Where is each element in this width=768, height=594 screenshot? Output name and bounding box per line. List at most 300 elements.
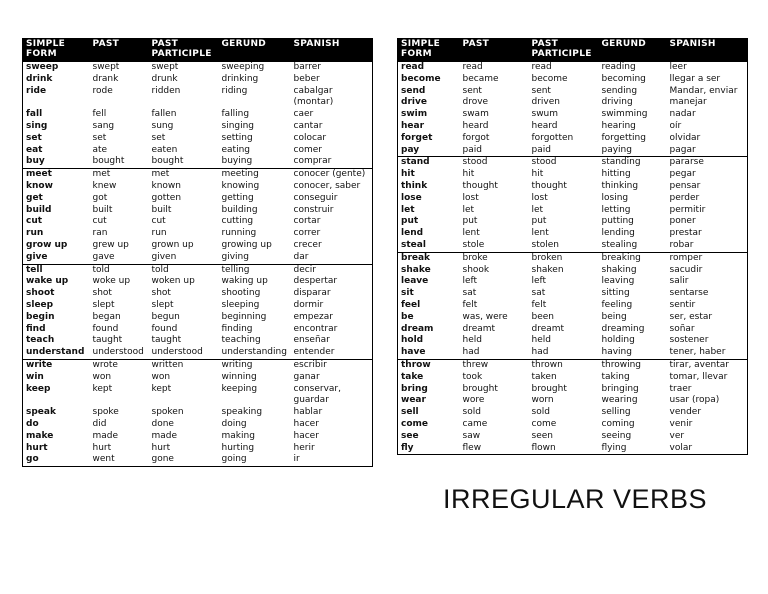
cell-past: wrote [90,359,149,371]
cell-past-participle: built [151,204,172,215]
cell-past: felt [462,299,478,310]
cell-gerund: bringing [601,383,639,394]
cell-gerund: winning [221,371,257,382]
cell-spanish: vender [669,407,702,418]
cell-simple-form: break [398,252,460,264]
cell-gerund: drinking [221,73,259,84]
cell-spanish: hablar [293,407,323,418]
cell-spanish: sostener [669,335,709,346]
cell-past: set [92,132,107,143]
cell-past: had [462,347,480,358]
cell-simple-form: see [401,430,419,441]
cell-simple-form: hear [401,120,425,131]
cell-gerund: leaving [601,276,635,287]
cell-spanish: construir [293,204,334,215]
table-row [23,205,373,217]
table-row [23,419,373,431]
cell-gerund: telling [219,264,291,276]
cell-spanish: venir [669,418,693,429]
cell-past-participle: fallen [151,109,177,120]
table-row [398,372,748,384]
cell-past-participle: sat [531,288,546,299]
cell-spanish: ser, estar [669,311,713,322]
cell-gerund: teaching [221,335,261,346]
cell-gerund: writing [219,359,291,371]
cell-simple-form: shoot [26,288,55,299]
cell-spanish: pegar [669,169,696,180]
cell-past: taught [92,335,123,346]
cell-past-participle: become [531,73,568,84]
cell-simple-form: meet [23,169,90,181]
cell-past: did [92,418,107,429]
cell-past: understood [92,347,144,358]
cell-simple-form: understand [26,347,85,358]
cell-past-participle: given [151,251,177,262]
cell-past: spoke [92,407,119,418]
page-title: IRREGULAR VERBS [443,484,708,514]
table-row [23,216,373,228]
cell-gerund: having [601,347,632,358]
cell-spanish: enseñar [293,335,330,346]
cell-simple-form: teach [26,335,55,346]
cell-simple-form: be [401,311,414,322]
cell-past: took [462,371,483,382]
cell-simple-form: put [401,216,419,227]
cell-past: made [92,430,119,441]
table-row [398,74,748,86]
cell-simple-form: go [26,454,39,465]
cell-simple-form: let [401,204,415,215]
cell-past-participle: understood [151,347,203,358]
table-row [398,240,748,252]
cell-gerund: falling [221,109,250,120]
cell-spanish: hacer [293,418,319,429]
cell-spanish: entender [293,347,335,358]
cell-gerund: sweeping [221,62,265,72]
cell-past-participle: seen [531,430,553,441]
cell-past-participle: told [149,264,219,276]
table-row [23,133,373,145]
cell-past: became [462,73,499,84]
cell-past-participle: dreamt [531,323,565,334]
cell-spanish: ir [293,454,300,465]
table-row [23,288,373,300]
cell-gerund: singing [221,120,255,131]
cell-spanish: usar (ropa) [669,395,720,406]
cell-simple-form: begin [26,311,55,322]
cell-past-participle: paid [531,144,551,155]
cell-past: wore [462,395,485,406]
cell-past-participle: done [151,418,174,429]
cell-gerund: buying [221,156,253,167]
cell-past-participle: swum [531,109,559,120]
cell-past: brought [462,383,498,394]
cell-past: broke [460,252,529,264]
header-gerund: GERUND [599,38,667,62]
cell-past: heard [462,120,489,131]
table-row [398,109,748,121]
cell-past: got [92,192,108,203]
cell-gerund: cutting [221,216,254,227]
cell-simple-form: come [401,418,428,429]
table-header-row [398,38,748,62]
cell-gerund: thinking [601,180,639,191]
cell-past: shook [462,264,490,275]
cell-spanish: robar [669,239,694,250]
cell-spanish: manejar [669,97,707,108]
table-row [23,324,373,336]
cell-gerund: lending [601,228,635,239]
cell-simple-form: give [26,251,48,262]
cell-gerund: sending [601,85,638,96]
cell-simple-form: know [26,180,53,191]
table-row [23,169,373,181]
cell-simple-form: bring [401,383,428,394]
cell-spanish: pararse [667,157,748,169]
cell-gerund: keeping [221,383,258,394]
cell-simple-form: eat [26,144,43,155]
cell-past-participle: bought [151,156,184,167]
cell-past-participle: sent [531,85,551,96]
cell-spanish: correr [293,228,321,239]
cell-spanish: conocer (gente) [291,169,373,181]
cell-past-participle: spoken [151,407,184,418]
cell-gerund: being [601,311,627,322]
table-row [398,300,748,312]
header-past: PAST [460,38,529,62]
cell-past-participle: lost [531,192,548,203]
cell-past-participle: found [151,323,178,334]
table-row [398,419,748,431]
cell-gerund: riding [221,85,248,96]
table-header-row [23,38,373,62]
cell-simple-form: drive [401,97,427,108]
cell-simple-form: lend [401,228,424,239]
cell-past: read [462,62,483,72]
table-row [398,133,748,145]
cell-spanish: empezar [293,311,333,322]
cell-past: saw [462,430,481,441]
cell-spanish: barrer [293,62,322,72]
cell-gerund: eating [221,144,250,155]
cell-spanish: sentir [669,299,696,310]
cell-gerund: hitting [601,169,631,180]
cell-past-participle: held [531,335,551,346]
cell-past-participle: heard [531,120,558,131]
table-row [398,145,748,157]
cell-spanish: soñar [669,323,695,334]
cell-past-participle: ridden [151,85,181,96]
cell-gerund: hearing [601,120,636,131]
cell-past: lent [462,228,480,239]
cell-past-participle: gotten [151,192,182,203]
header-past: PAST [90,38,149,62]
cell-past: sat [462,288,477,299]
header-gerund: GERUND [219,38,291,62]
cell-past-participle: had [531,347,549,358]
cell-past: swam [462,109,489,120]
cell-simple-form: become [401,73,441,84]
cell-past-participle: flown [531,442,556,453]
cell-simple-form: pay [401,144,420,155]
table-row [23,372,373,384]
cell-gerund: beginning [221,311,267,322]
cell-past-participle: hit [531,169,544,180]
cell-past-participle: thought [531,180,567,191]
cell-past: drank [92,73,119,84]
cell-past: built [92,204,113,215]
cell-past: paid [462,144,482,155]
cell-gerund: understanding [221,347,287,358]
cell-past-participle: taught [151,335,182,346]
cell-past: found [92,323,119,334]
table-row [23,443,373,455]
cell-past-participle: hurt [151,442,171,453]
cell-simple-form: speak [26,407,56,418]
cell-simple-form: find [26,323,46,334]
cell-simple-form: dream [401,323,434,334]
cell-simple-form: wake up [26,276,69,287]
cell-spanish: comer [293,144,322,155]
cell-gerund: building [221,204,258,215]
cell-past: sent [462,85,482,96]
cell-past: sold [462,407,481,418]
table-row [23,264,373,276]
cell-simple-form: sell [401,407,419,418]
cell-simple-form: make [26,430,54,441]
table-row [398,265,748,277]
cell-spanish: beber [293,73,320,84]
table-row [398,216,748,228]
cell-simple-form: sit [401,288,414,299]
cell-past-participle: read [531,62,552,72]
cell-past-participle: worn [531,395,554,406]
cell-spanish: salir [669,276,689,287]
cell-simple-form: sleep [26,299,54,310]
table-row [23,121,373,133]
cell-past: knew [92,180,117,191]
table-row [398,431,748,443]
cell-simple-form: hit [401,169,415,180]
table-row [23,359,373,371]
cell-simple-form: steal [401,239,426,250]
cell-past: put [462,216,478,227]
cell-past-participle: broken [529,252,599,264]
cell-gerund: going [221,454,247,465]
cell-past-participle: let [531,204,544,215]
cell-simple-form: fly [401,442,414,453]
table-row [23,431,373,443]
cell-past-participle: grown up [151,239,194,250]
cell-simple-form: build [26,204,52,215]
cell-simple-form: tell [23,264,90,276]
cell-past-participle: forgotten [531,132,574,143]
table-row [23,193,373,205]
cell-past-participle: shaken [531,264,564,275]
cell-past-participle: woken up [151,276,195,287]
cell-spanish: Mandar, enviar [669,85,738,96]
cell-past: flew [462,442,482,453]
table-row [398,205,748,217]
cell-spanish: volar [669,442,693,453]
cell-past: let [462,204,475,215]
cell-past-participle: begun [151,311,180,322]
cell-past: came [462,418,488,429]
cell-gerund: shaking [601,264,637,275]
cell-gerund: sitting [601,288,630,299]
cell-spanish: cortar [293,216,321,227]
header-past-participle: PAST PARTICIPLE [529,38,599,62]
cell-spanish: pagar [669,144,696,155]
cell-spanish: caer [293,109,314,120]
cell-gerund: becoming [601,73,646,84]
cell-gerund: breaking [599,252,667,264]
cell-spanish: conservar, guardar [293,383,341,406]
table-row [398,62,748,74]
cell-past-participle: been [531,311,554,322]
cell-gerund: throwing [599,359,667,371]
cell-spanish: cabalgar (montar) [293,85,334,108]
cell-gerund: wearing [601,395,638,406]
cell-past-participle: won [151,371,171,382]
cell-past-participle: known [151,180,181,191]
table-row [398,169,748,181]
cell-simple-form: throw [398,359,460,371]
table-row [398,193,748,205]
cell-past: bought [92,156,125,167]
table-row [23,384,373,408]
table-row [398,359,748,371]
cell-gerund: speaking [221,407,263,418]
table-row [23,312,373,324]
header-past-participle: PAST PARTICIPLE [149,38,219,62]
cell-gerund: setting [221,132,253,143]
cell-past-participle: run [151,228,167,239]
cell-simple-form: hold [401,335,424,346]
cell-simple-form: ride [26,85,47,96]
cell-gerund: paying [601,144,632,155]
header-simple-form: SIMPLE FORM [23,38,90,62]
table-row [398,384,748,396]
cell-gerund: knowing [221,180,260,191]
cell-gerund: flying [601,442,627,453]
cell-past: hit [462,169,475,180]
cell-simple-form: wear [401,395,426,406]
cell-gerund: forgetting [601,132,646,143]
cell-gerund: standing [599,157,667,169]
cell-simple-form: leave [401,276,429,287]
cell-past: kept [92,383,113,394]
cell-past-participle: slept [151,299,174,310]
cell-gerund: letting [601,204,631,215]
cell-past: stood [460,157,529,169]
cell-simple-form: sing [26,120,48,131]
cell-simple-form: feel [401,299,421,310]
table-row [398,121,748,133]
cell-past-participle: driven [531,97,560,108]
cell-simple-form: take [401,371,424,382]
cell-gerund: giving [221,251,249,262]
table-row [23,156,373,168]
header-spanish: SPANISH [667,38,748,62]
table-row [398,288,748,300]
cell-past: swept [92,62,120,72]
cell-gerund: shooting [221,288,261,299]
cell-past-participle: sung [151,120,174,131]
cell-spanish: decir [291,264,373,276]
cell-spanish: conocer, saber [293,180,361,191]
cell-gerund: getting [221,192,254,203]
table-row [23,62,373,74]
table-row [398,181,748,193]
cell-gerund: hurting [221,442,255,453]
cell-past-participle: thrown [529,359,599,371]
cell-simple-form: forget [401,132,433,143]
cell-gerund: swimming [601,109,648,120]
cell-gerund: stealing [601,239,638,250]
cell-past: threw [460,359,529,371]
cell-spanish: ganar [293,371,320,382]
cell-past-participle: eaten [151,144,178,155]
cell-past-participle: drunk [151,73,178,84]
cell-simple-form: swim [401,109,428,120]
cell-gerund: coming [601,418,635,429]
table-row [23,276,373,288]
cell-past-participle: sold [531,407,550,418]
cell-spanish: comprar [293,156,332,167]
cell-gerund: driving [601,97,633,108]
cell-past: went [92,454,115,465]
cell-spanish: perder [669,192,700,203]
cell-past-participle: felt [531,299,547,310]
table-row [23,86,373,110]
cell-spanish: herir [293,442,315,453]
cell-simple-form: write [23,359,90,371]
cell-gerund: making [221,430,255,441]
cell-past-participle: set [151,132,166,143]
cell-spanish: despertar [293,276,338,287]
cell-spanish: escribir [291,359,373,371]
table-row [23,145,373,157]
cell-simple-form: fall [26,109,43,120]
cell-past: held [462,335,482,346]
table-row [398,86,748,98]
cell-past: told [90,264,149,276]
cell-spanish: crecer [293,239,322,250]
cell-simple-form: do [26,418,39,429]
cell-spanish: sentarse [669,288,709,299]
cell-simple-form: sweep [26,62,59,72]
table-row [23,252,373,264]
cell-past: ate [92,144,108,155]
cell-spanish: tener, haber [669,347,726,358]
cell-gerund: sleeping [221,299,260,310]
cell-gerund: dreaming [601,323,645,334]
cell-gerund: meeting [219,169,291,181]
cell-spanish: tirar, aventar [667,359,748,371]
table-row [23,407,373,419]
cell-past-participle: come [531,418,557,429]
cell-past-participle: met [149,169,219,181]
cell-gerund: waking up [221,276,268,287]
cell-gerund: selling [601,407,631,418]
cell-gerund: losing [601,192,629,203]
cell-simple-form: stand [398,157,460,169]
cell-spanish: romper [667,252,748,264]
cell-past: thought [462,180,498,191]
cell-past-participle: written [149,359,219,371]
cell-past: forgot [462,132,490,143]
